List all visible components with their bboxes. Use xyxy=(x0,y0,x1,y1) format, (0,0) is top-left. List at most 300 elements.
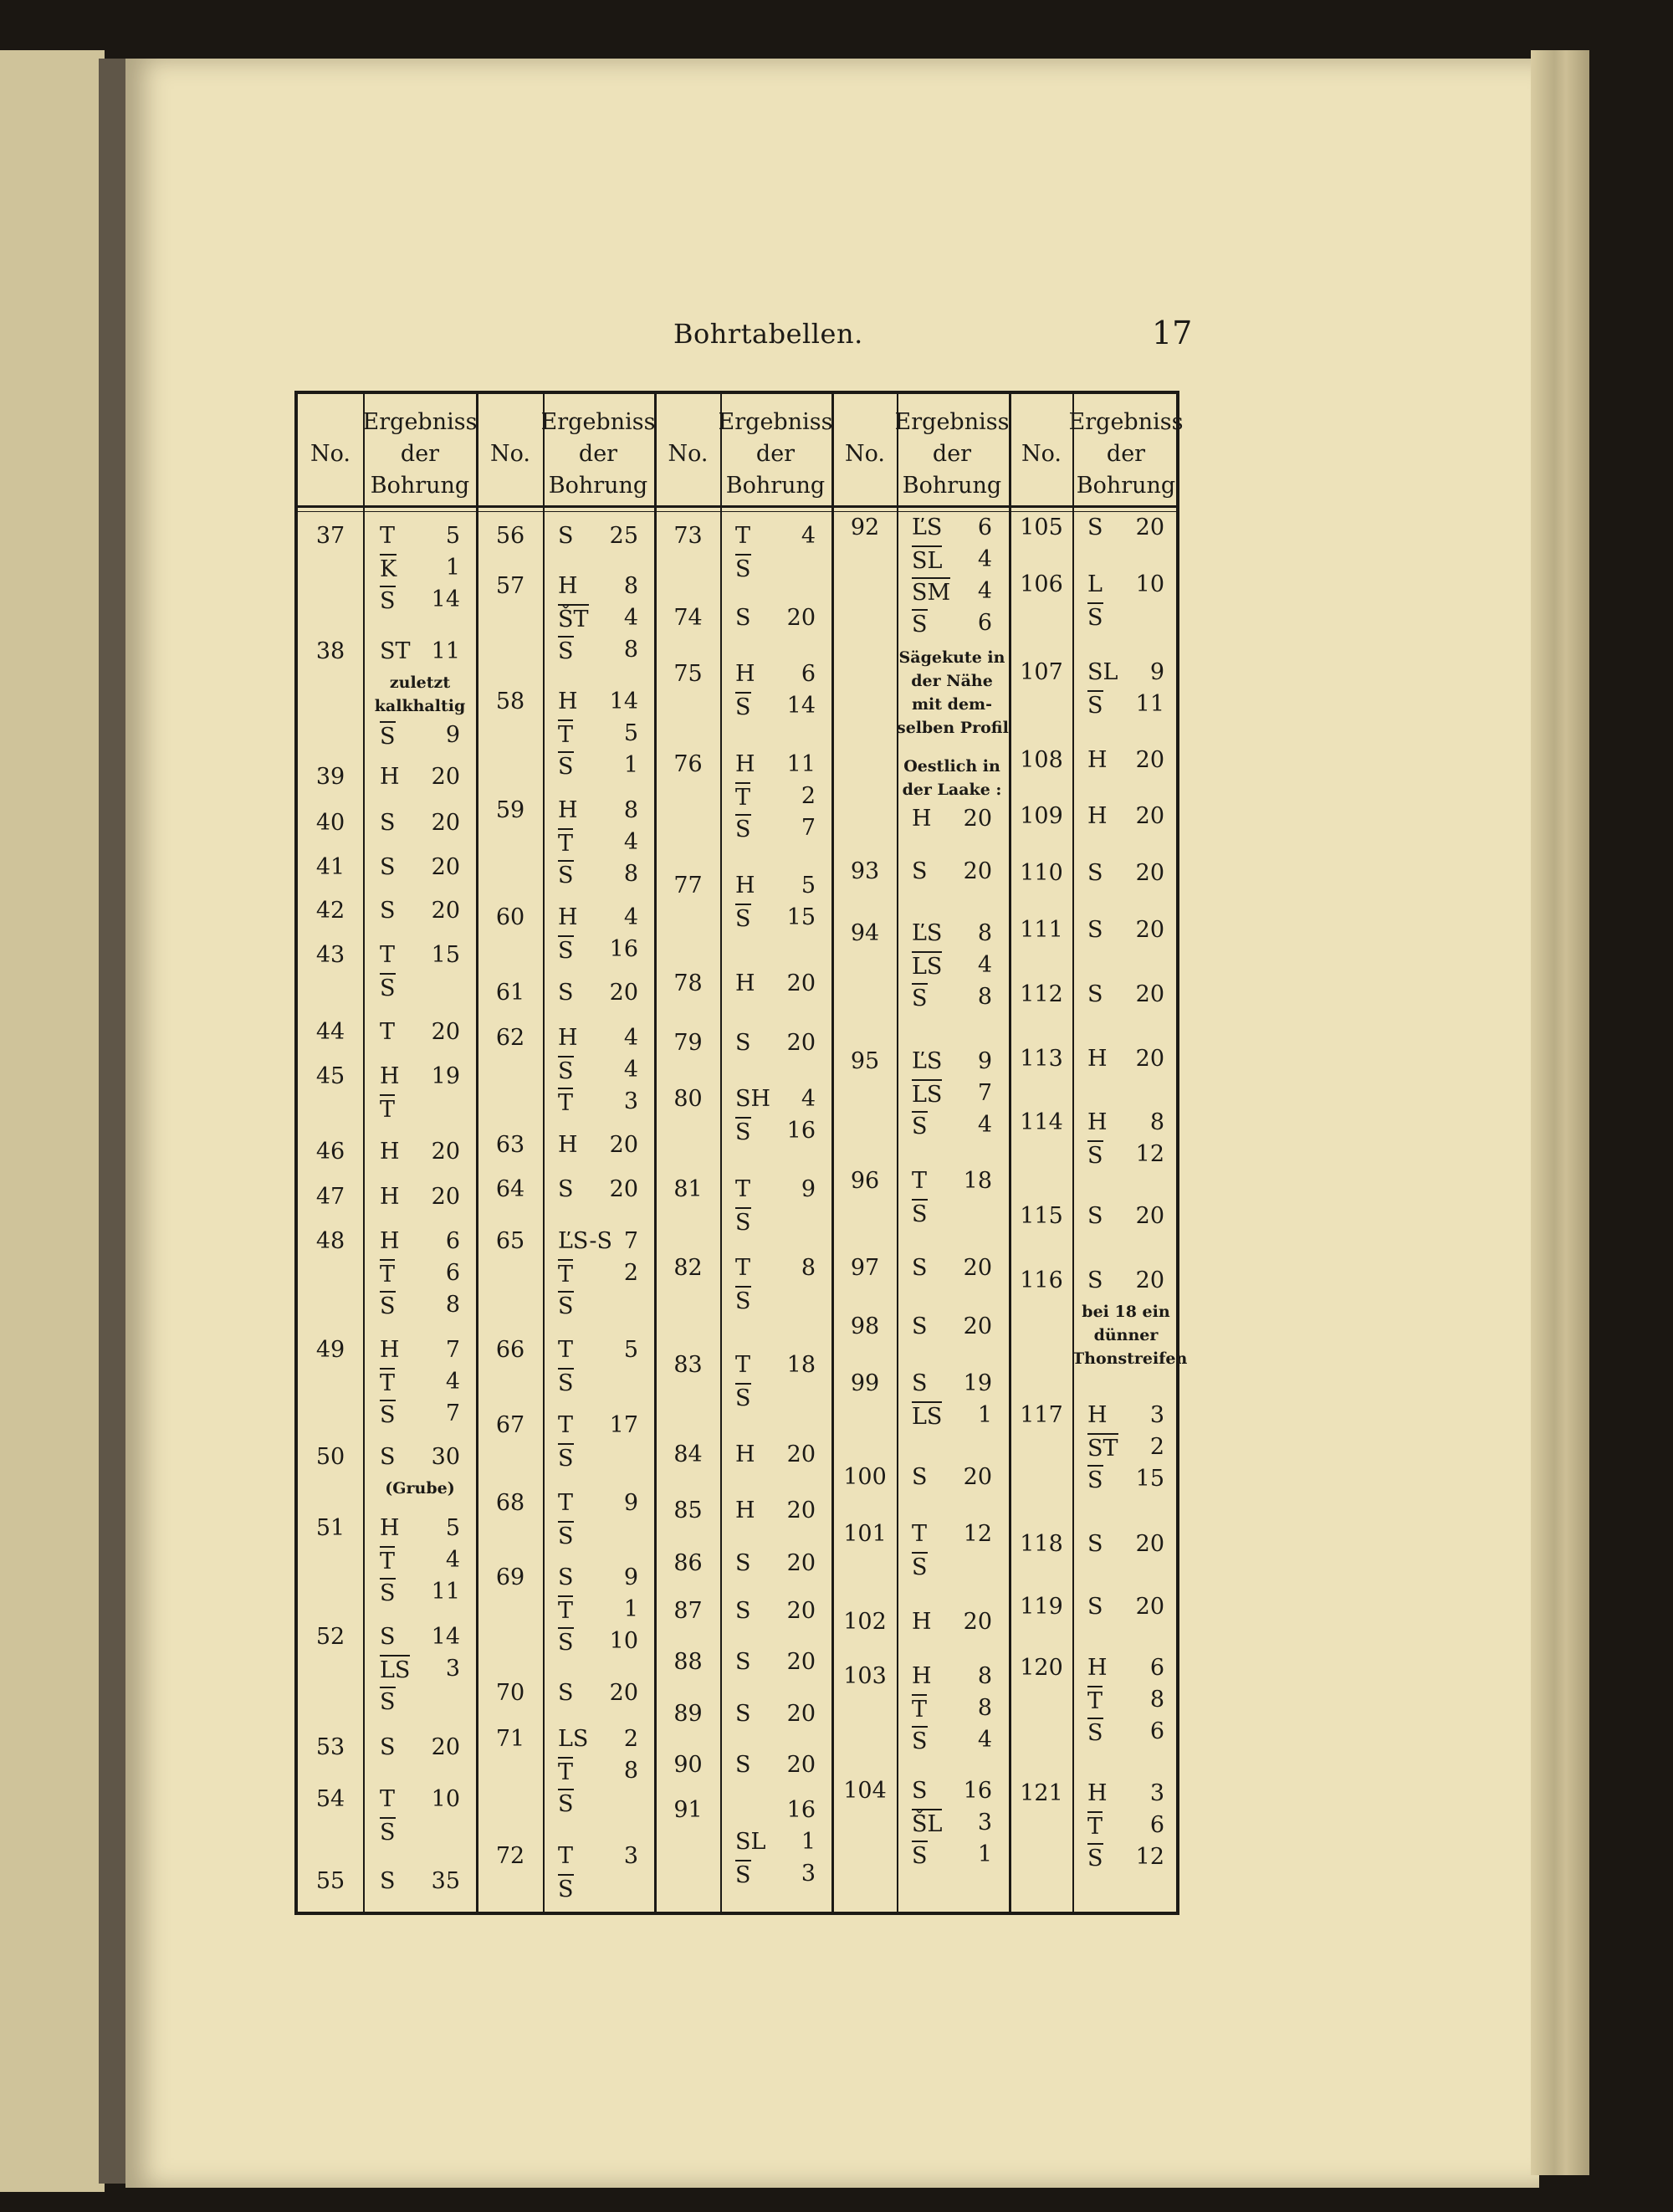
layer-symbol: LS xyxy=(380,1655,410,1685)
layer-line xyxy=(735,1860,816,1890)
borehole-number: 120 xyxy=(1020,1655,1063,1681)
layer-thickness: 20 xyxy=(963,806,992,832)
borehole-number: 52 xyxy=(315,1624,345,1650)
borehole-number: 91 xyxy=(673,1797,703,1823)
layer-thickness: 2 xyxy=(623,1726,638,1752)
layer-thickness: 20 xyxy=(786,1498,816,1523)
layer-symbol: S xyxy=(380,721,396,751)
layer-thickness: 1 xyxy=(977,1402,992,1428)
layer-symbol: LS xyxy=(912,951,942,981)
layer-symbol: H xyxy=(735,661,755,687)
layer-line xyxy=(558,1842,638,1871)
layer-symbol: L xyxy=(1087,571,1103,597)
layer-thickness: 4 xyxy=(977,952,992,978)
layer-line xyxy=(912,609,992,639)
layer-thickness: 6 xyxy=(445,1228,460,1254)
layer-line xyxy=(735,604,816,632)
layer-line xyxy=(912,805,992,833)
layer-thickness: 2 xyxy=(623,1260,638,1286)
layer-thickness: 3 xyxy=(801,1861,816,1887)
borehole-number: 83 xyxy=(673,1352,703,1378)
layer-line xyxy=(912,1047,992,1076)
layer-thickness: 1 xyxy=(623,752,638,778)
borehole-number: 72 xyxy=(495,1843,525,1869)
layer-symbol: T xyxy=(558,828,573,858)
borehole-number: 100 xyxy=(843,1464,887,1490)
borehole-number: 121 xyxy=(1020,1780,1063,1806)
borehole-number: 60 xyxy=(495,904,525,930)
layer-symbol: ĽS-S xyxy=(558,1228,613,1254)
layer-symbol: S xyxy=(735,904,751,934)
layer-thickness: 14 xyxy=(431,1624,460,1650)
borehole-number: 90 xyxy=(673,1752,703,1778)
layer-line xyxy=(380,1336,460,1365)
borehole-number: 40 xyxy=(315,810,345,836)
column-header-no: No. xyxy=(668,441,709,467)
layer-thickness: 8 xyxy=(623,573,638,599)
layer-symbol: S xyxy=(735,1117,751,1147)
layer-symbol: S xyxy=(380,1868,396,1894)
layer-line xyxy=(558,1291,638,1321)
column-header-line: der xyxy=(578,441,618,467)
layer-line xyxy=(1087,916,1164,945)
layer-line xyxy=(1087,1401,1164,1430)
layer-symbol: S xyxy=(1087,1140,1103,1170)
borehole-number: 71 xyxy=(495,1726,525,1752)
borehole-note: zuletzt xyxy=(389,673,451,692)
column-header-no: No. xyxy=(845,441,885,467)
layer-thickness: 6 xyxy=(801,661,816,687)
layer-symbol: T xyxy=(380,1786,396,1812)
layer-thickness: 5 xyxy=(801,873,816,899)
borehole-number: 70 xyxy=(495,1680,525,1706)
borehole-number: 96 xyxy=(850,1168,880,1194)
layer-thickness: 4 xyxy=(623,829,638,855)
layer-symbol: H xyxy=(735,970,755,996)
layer-line xyxy=(1087,802,1164,831)
layer-symbol: H xyxy=(735,1498,755,1523)
column-header-line: der xyxy=(932,441,972,467)
layer-line xyxy=(558,1056,638,1086)
layer-line xyxy=(558,1443,638,1473)
layer-line xyxy=(912,1370,992,1398)
layer-line xyxy=(912,1608,992,1636)
borehole-number: 38 xyxy=(315,638,345,664)
layer-line xyxy=(912,545,992,576)
borehole-number: 68 xyxy=(495,1490,525,1516)
layer-symbol: H xyxy=(558,1025,578,1051)
borehole-number: 105 xyxy=(1020,515,1063,540)
layer-line xyxy=(912,1463,992,1492)
borehole-number: 39 xyxy=(315,764,345,790)
layer-line xyxy=(735,1117,816,1147)
layer-thickness: 20 xyxy=(786,1441,816,1467)
layer-thickness: 20 xyxy=(1135,1531,1164,1557)
layer-line xyxy=(1087,1811,1164,1841)
layer-symbol: H xyxy=(558,573,578,599)
layer-symbol: S xyxy=(1087,602,1103,632)
layer-symbol: T xyxy=(558,1088,573,1118)
layer-line xyxy=(1087,1109,1164,1137)
borehole-number: 79 xyxy=(673,1030,703,1056)
layer-line xyxy=(912,1401,992,1431)
layer-symbol: ĽS xyxy=(912,515,943,540)
layer-line xyxy=(735,554,816,584)
column-rule xyxy=(720,394,722,1912)
layer-thickness: 4 xyxy=(977,578,992,604)
layer-line xyxy=(1087,602,1164,632)
layer-thickness: 8 xyxy=(623,797,638,823)
layer-thickness: 5 xyxy=(445,523,460,549)
layer-thickness: 4 xyxy=(623,1025,638,1051)
layer-line xyxy=(1087,1267,1164,1295)
layer-line xyxy=(558,1259,638,1289)
layer-symbol: S xyxy=(558,860,574,890)
borehole-number: 88 xyxy=(673,1649,703,1675)
layer-thickness: 10 xyxy=(431,1786,460,1812)
borehole-number: 45 xyxy=(315,1063,345,1089)
layer-line xyxy=(380,809,460,837)
borehole-note: der Laake : xyxy=(902,781,1002,799)
layer-line xyxy=(558,1175,638,1204)
column-header-no: No. xyxy=(1021,441,1062,467)
borehole-number: 99 xyxy=(850,1370,880,1396)
layer-line xyxy=(1087,746,1164,775)
layer-thickness: 9 xyxy=(623,1490,638,1516)
layer-thickness: 8 xyxy=(1149,1687,1164,1713)
borehole-number: 81 xyxy=(673,1176,703,1202)
header-rule-thin xyxy=(298,511,1176,512)
borehole-number: 74 xyxy=(673,605,703,631)
borehole-number: 93 xyxy=(850,858,880,884)
layer-line xyxy=(912,1809,992,1839)
layer-symbol: S xyxy=(558,1680,574,1706)
layer-line xyxy=(1087,981,1164,1009)
borehole-number: 73 xyxy=(673,523,703,549)
borehole-number: 55 xyxy=(315,1868,345,1894)
layer-line xyxy=(380,853,460,882)
column-header-line: der xyxy=(1106,441,1146,467)
layer-line xyxy=(558,1679,638,1708)
layer-symbol: T xyxy=(380,1259,395,1289)
borehole-number: 87 xyxy=(673,1598,703,1624)
borehole-number: 46 xyxy=(315,1139,345,1165)
header-rule xyxy=(298,505,1176,508)
layer-thickness: 20 xyxy=(963,858,992,884)
layer-thickness: 20 xyxy=(963,1313,992,1339)
layer-line xyxy=(558,1411,638,1440)
layer-symbol: T xyxy=(912,1521,928,1547)
layer-thickness: 20 xyxy=(786,970,816,996)
layer-symbol: H xyxy=(558,1132,578,1158)
borehole-number: 77 xyxy=(673,873,703,899)
layer-symbol: S xyxy=(1087,917,1103,943)
layer-line xyxy=(380,1578,460,1608)
layer-line xyxy=(735,1597,816,1626)
layer-symbol: H xyxy=(558,904,578,930)
borehole-number: 50 xyxy=(315,1444,345,1470)
layer-thickness: 11 xyxy=(431,1579,460,1605)
column-header-result xyxy=(894,404,1010,504)
borehole-number: 56 xyxy=(495,523,525,549)
layer-symbol: T xyxy=(735,1176,751,1202)
layer-line xyxy=(558,1874,638,1904)
layer-symbol: S xyxy=(735,1752,751,1778)
layer-line xyxy=(735,692,816,722)
layer-line xyxy=(1087,1718,1164,1748)
borehole-number: 37 xyxy=(315,523,345,549)
borehole-number: 110 xyxy=(1020,860,1063,886)
borehole-number: 49 xyxy=(315,1337,345,1363)
layer-symbol: S xyxy=(380,1624,396,1650)
layer-line xyxy=(380,763,460,791)
layer-symbol: S xyxy=(1087,515,1103,540)
layer-thickness: 14 xyxy=(609,689,638,714)
layer-line xyxy=(558,719,638,750)
layer-symbol: LS xyxy=(558,1726,589,1752)
layer-line xyxy=(1087,1843,1164,1873)
layer-symbol: S xyxy=(558,1368,574,1398)
layer-line xyxy=(912,1167,992,1196)
column-header-line: Ergebniss xyxy=(1068,409,1184,435)
borehole-number: 51 xyxy=(315,1515,345,1541)
layer-symbol: S xyxy=(558,935,574,965)
layer-line xyxy=(735,1175,816,1204)
layer-symbol: T xyxy=(380,1094,395,1124)
layer-line xyxy=(735,522,816,550)
borehole-number: 63 xyxy=(495,1132,525,1158)
layer-symbol: SH xyxy=(735,1086,771,1112)
layer-line xyxy=(1087,658,1164,687)
layer-line xyxy=(912,1313,992,1341)
layer-line xyxy=(558,1564,638,1592)
layer-thickness: 20 xyxy=(609,1680,638,1706)
layer-symbol: S xyxy=(735,554,751,584)
layer-line xyxy=(735,782,816,812)
layer-line xyxy=(558,828,638,858)
layer-thickness: 8 xyxy=(445,1292,460,1318)
layer-thickness: 8 xyxy=(623,637,638,663)
borehole-number: 102 xyxy=(843,1609,887,1635)
layer-thickness: 20 xyxy=(1135,1594,1164,1620)
layer-symbol: S xyxy=(380,1687,396,1717)
layer-symbol: ŠL xyxy=(912,1809,942,1839)
layer-symbol: S xyxy=(380,1400,396,1430)
layer-line xyxy=(1087,1140,1164,1170)
layer-thickness: 20 xyxy=(431,1019,460,1045)
layer-line xyxy=(380,721,460,751)
layer-line xyxy=(380,554,460,584)
borehole-number: 76 xyxy=(673,751,703,777)
layer-line xyxy=(558,604,638,634)
layer-line xyxy=(735,1286,816,1316)
borehole-number: 57 xyxy=(495,573,525,599)
running-header xyxy=(0,315,1673,360)
layer-line xyxy=(1087,1686,1164,1716)
layer-line xyxy=(380,897,460,925)
layer-thickness: 20 xyxy=(786,1649,816,1675)
layer-thickness: 4 xyxy=(623,605,638,631)
layer-thickness: 16 xyxy=(963,1778,992,1804)
layer-line xyxy=(912,1777,992,1805)
layer-symbol: S xyxy=(912,1199,928,1229)
layer-thickness: 20 xyxy=(431,1184,460,1210)
layer-thickness: 3 xyxy=(623,1843,638,1869)
layer-thickness: 6 xyxy=(445,1260,460,1286)
layer-thickness: 20 xyxy=(786,1598,816,1624)
layer-thickness: 9 xyxy=(977,1048,992,1074)
layer-thickness: 8 xyxy=(623,861,638,887)
layer-line xyxy=(558,1627,638,1657)
borehole-number: 61 xyxy=(495,980,525,1006)
layer-thickness: 20 xyxy=(786,1550,816,1576)
layer-line xyxy=(558,1757,638,1787)
layer-thickness: 7 xyxy=(623,1228,638,1254)
borehole-number: 109 xyxy=(1020,803,1063,829)
layer-line xyxy=(380,1546,460,1576)
layer-thickness: 1 xyxy=(445,555,460,581)
layer-line xyxy=(735,1648,816,1677)
layer-line xyxy=(558,904,638,932)
layer-symbol: S xyxy=(735,1030,751,1056)
layer-line xyxy=(912,514,992,542)
layer-symbol: T xyxy=(558,1412,574,1438)
layer-symbol: SL xyxy=(912,545,942,576)
layer-thickness: 15 xyxy=(1135,1466,1164,1492)
layer-thickness: 8 xyxy=(977,984,992,1010)
page-stack-edge xyxy=(1531,50,1589,2175)
layer-symbol: S xyxy=(735,814,751,844)
layer-line xyxy=(558,979,638,1007)
layer-line xyxy=(558,1521,638,1551)
layer-symbol: T xyxy=(735,1255,751,1281)
layer-thickness: 3 xyxy=(445,1656,460,1682)
layer-thickness: 8 xyxy=(801,1255,816,1281)
layer-line xyxy=(735,1549,816,1578)
layer-thickness: 6 xyxy=(977,610,992,636)
borehole-number: 86 xyxy=(673,1550,703,1576)
layer-symbol: S xyxy=(1087,1843,1103,1873)
column-header-no: No. xyxy=(310,441,350,467)
layer-symbol: S xyxy=(558,1056,574,1086)
layer-symbol: T xyxy=(380,523,396,549)
borehole-note: kalkhaltig xyxy=(374,697,466,715)
layer-thickness: 12 xyxy=(963,1521,992,1547)
borehole-number: 114 xyxy=(1020,1109,1063,1135)
layer-line xyxy=(558,1368,638,1398)
layer-line xyxy=(912,1111,992,1141)
borehole-number: 64 xyxy=(495,1176,525,1202)
layer-symbol: S xyxy=(558,1291,574,1321)
layer-line xyxy=(735,1207,816,1237)
layer-symbol: S xyxy=(735,692,751,722)
layer-thickness: 12 xyxy=(1135,1141,1164,1167)
layer-symbol: H xyxy=(380,764,400,790)
layer-symbol: S xyxy=(912,858,928,884)
layer-symbol: H xyxy=(1087,747,1108,773)
layer-line xyxy=(735,750,816,779)
layer-thickness: 2 xyxy=(801,783,816,809)
layer-line xyxy=(735,1085,816,1114)
layer-line xyxy=(558,860,638,890)
layer-thickness: 16 xyxy=(786,1118,816,1144)
borehole-note: (Grube) xyxy=(385,1479,455,1498)
layer-line xyxy=(558,572,638,601)
layer-thickness: 35 xyxy=(431,1868,460,1894)
layer-thickness: 7 xyxy=(977,1080,992,1106)
layer-line xyxy=(912,1552,992,1582)
borehole-number: 42 xyxy=(315,898,345,924)
layer-line xyxy=(912,1079,992,1109)
layer-symbol: S xyxy=(380,854,396,880)
layer-symbol: SL xyxy=(735,1829,766,1855)
layer-line xyxy=(1087,1045,1164,1073)
layer-line xyxy=(912,1694,992,1724)
layer-thickness: 20 xyxy=(963,1255,992,1281)
borehole-number: 92 xyxy=(850,515,880,540)
layer-thickness: 17 xyxy=(609,1412,638,1438)
layer-line xyxy=(380,1368,460,1398)
layer-symbol: S xyxy=(1087,1465,1103,1495)
borehole-number: 112 xyxy=(1020,981,1063,1007)
layer-thickness: 20 xyxy=(431,810,460,836)
layer-thickness: 20 xyxy=(963,1464,992,1490)
layer-thickness: 6 xyxy=(1149,1812,1164,1838)
layer-symbol: H xyxy=(380,1139,400,1165)
borehole-number: 47 xyxy=(315,1184,345,1210)
layer-symbol: H xyxy=(380,1228,400,1254)
borehole-number: 59 xyxy=(495,797,525,823)
borehole-number: 84 xyxy=(673,1441,703,1467)
column-header-line: Ergebniss xyxy=(718,409,833,435)
layer-thickness: 6 xyxy=(1149,1655,1164,1681)
layer-symbol: T xyxy=(735,1352,751,1378)
layer-line xyxy=(912,1254,992,1283)
layer-line xyxy=(1087,571,1164,599)
layer-symbol: T xyxy=(558,1490,574,1516)
layer-thickness: 8 xyxy=(1149,1109,1164,1135)
layer-thickness: 20 xyxy=(431,1734,460,1760)
layer-line xyxy=(735,904,816,934)
layer-symbol: H xyxy=(1087,1655,1108,1681)
borehole-number: 69 xyxy=(495,1564,525,1590)
layer-line xyxy=(558,1725,638,1754)
layer-line xyxy=(380,522,460,550)
layer-symbol: T xyxy=(558,1337,574,1363)
layer-line xyxy=(1087,1654,1164,1682)
borehole-number: 82 xyxy=(673,1255,703,1281)
borehole-note: Sägekute in xyxy=(898,648,1005,667)
layer-thickness: 1 xyxy=(977,1841,992,1867)
layer-thickness: 8 xyxy=(623,1758,638,1784)
layer-line xyxy=(912,577,992,607)
column-header-no: No. xyxy=(490,441,530,467)
layer-symbol: S xyxy=(735,1649,751,1675)
layer-line xyxy=(1087,1530,1164,1559)
layer-thickness: 20 xyxy=(609,1176,638,1202)
layer-thickness: 19 xyxy=(431,1063,460,1089)
layer-thickness: 6 xyxy=(1149,1718,1164,1744)
layer-line xyxy=(380,637,460,666)
column-header-line: Bohrung xyxy=(725,473,826,499)
borehole-note: mit dem- xyxy=(911,695,993,714)
layer-thickness: 5 xyxy=(445,1515,460,1541)
column-rule xyxy=(363,394,365,1912)
layer-thickness: 4 xyxy=(977,1727,992,1753)
layer-symbol: S xyxy=(380,898,396,924)
layer-symbol: H xyxy=(735,1441,755,1467)
borehole-number: 111 xyxy=(1020,917,1063,943)
